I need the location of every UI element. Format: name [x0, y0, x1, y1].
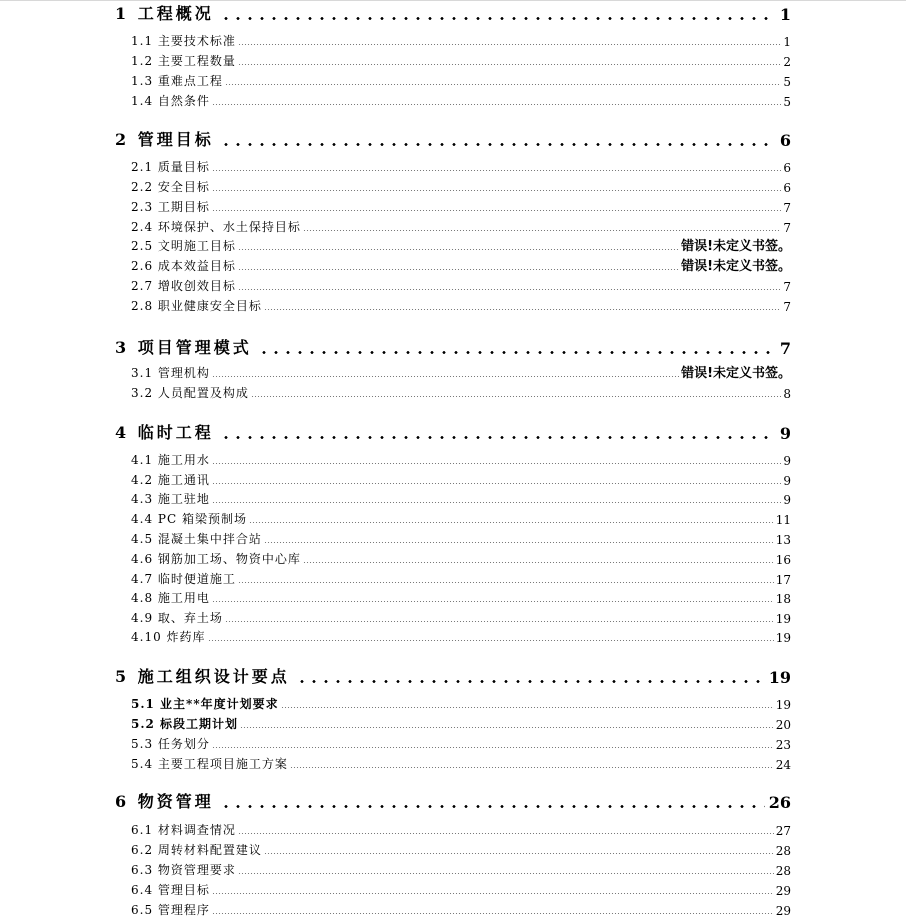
- dot-leader: [238, 269, 679, 270]
- toc-entry-title: 6.2 周转材料配置建议: [131, 843, 262, 857]
- dot-leader: [251, 396, 781, 397]
- dot-leader: [290, 767, 774, 768]
- toc-section[interactable]: [131, 735, 791, 752]
- dot-leader: [238, 582, 774, 583]
- toc-chapter[interactable]: [115, 128, 791, 150]
- toc-bookmark-error: 错误!未定义书签。: [681, 366, 791, 381]
- toc-entry-title: 3.2 人员配置及构成: [131, 386, 249, 400]
- toc-entry-title: 3 项目管理模式: [115, 338, 252, 357]
- toc-page-number: 7: [783, 300, 791, 314]
- toc-entry-title: 2.2 安全目标: [131, 180, 210, 194]
- toc-entry-title: 6.3 物资管理要求: [131, 863, 236, 877]
- toc-section[interactable]: [131, 178, 791, 195]
- dot-leader: [238, 64, 781, 65]
- toc-page-number: 28: [775, 864, 791, 878]
- toc-bookmark-error: 错误!未定义书签。: [681, 259, 791, 274]
- toc-page-number: 5: [783, 95, 791, 109]
- dot-leader: [212, 601, 774, 602]
- dot-leader: [238, 44, 781, 45]
- dot-leader: [212, 913, 774, 914]
- toc-page-number: 7: [779, 339, 791, 358]
- toc-entry-title: 6.4 管理目标: [131, 883, 210, 897]
- toc-section[interactable]: [131, 695, 791, 712]
- toc-page-number: 9: [783, 493, 791, 507]
- toc-page-number: 20: [775, 718, 791, 732]
- toc-section[interactable]: [131, 530, 791, 547]
- toc-section[interactable]: [131, 32, 791, 49]
- toc-section[interactable]: [131, 471, 791, 488]
- toc-chapter[interactable]: [115, 790, 791, 812]
- toc-page-number: 24: [775, 758, 791, 772]
- dot-leader: [212, 893, 774, 894]
- toc-page-number: 18: [775, 592, 791, 606]
- toc-page-number: 9: [783, 454, 791, 468]
- dot-leader: [225, 84, 781, 85]
- dot-leader: [220, 17, 776, 20]
- toc-section[interactable]: [131, 570, 791, 587]
- toc-entry-title: 2.7 增收创效目标: [131, 279, 236, 293]
- toc-page-number: 2: [783, 55, 791, 69]
- toc-section[interactable]: [131, 277, 791, 294]
- dot-leader: [249, 522, 774, 523]
- toc-section[interactable]: [131, 755, 791, 772]
- toc-entry-title: 3.1 管理机构: [131, 366, 210, 380]
- toc-entry-title: 2.5 文明施工目标: [131, 239, 236, 253]
- toc-section[interactable]: [131, 510, 791, 527]
- toc-section[interactable]: [131, 901, 791, 918]
- dot-leader: [238, 249, 679, 250]
- toc-entry-title: 6.5 管理程序: [131, 903, 210, 917]
- dot-leader: [212, 502, 781, 503]
- dot-leader: [264, 542, 774, 543]
- toc-entry-title: 1.3 重难点工程: [131, 74, 223, 88]
- toc-page-number: 19: [775, 631, 791, 645]
- toc-section[interactable]: [131, 715, 791, 732]
- toc-entry-title: 2.4 环境保护、水土保持目标: [131, 220, 301, 234]
- dot-leader: [238, 289, 781, 290]
- toc-entry-title: 5.2 标段工期计划: [131, 717, 239, 731]
- toc-page-number: 27: [775, 824, 791, 838]
- toc-section[interactable]: [131, 589, 791, 606]
- toc-chapter[interactable]: [115, 2, 791, 24]
- toc-entry-title: 1.4 自然条件: [131, 94, 210, 108]
- dot-leader: [281, 707, 774, 708]
- toc-entry-title: 4.4 PC 箱梁预制场: [131, 512, 247, 526]
- toc-section[interactable]: [131, 237, 791, 254]
- toc-section[interactable]: [131, 218, 791, 235]
- toc-page-number: 19: [775, 698, 791, 712]
- dot-leader: [264, 309, 781, 310]
- toc-entry-title: 5.4 主要工程项目施工方案: [131, 757, 288, 771]
- toc-page-number: 16: [775, 553, 791, 567]
- dot-leader: [296, 680, 765, 683]
- toc-bookmark-error: 错误!未定义书签。: [681, 239, 791, 254]
- toc-section[interactable]: [131, 158, 791, 175]
- toc-entry-title: 6.1 材料调查情况: [131, 823, 236, 837]
- toc-page-number: 23: [775, 738, 791, 752]
- toc-section[interactable]: [131, 821, 791, 838]
- toc-entry-title: 4.8 施工用电: [131, 591, 210, 605]
- toc-page-number: 28: [775, 844, 791, 858]
- toc-section[interactable]: [131, 364, 791, 381]
- toc-page-number: 6: [779, 131, 791, 150]
- toc-page-number: 5: [783, 75, 791, 89]
- toc-entry-title: 4.2 施工通讯: [131, 473, 210, 487]
- dot-leader: [220, 143, 776, 146]
- toc-entry-title: 5.3 任务划分: [131, 737, 210, 751]
- toc-entry-title: 4.3 施工驻地: [131, 492, 210, 506]
- toc-entry-title: 1.2 主要工程数量: [131, 54, 236, 68]
- toc-entry-title: 4 临时工程: [115, 423, 214, 442]
- toc-entry-title: 5 施工组织设计要点: [115, 667, 290, 686]
- toc-entry-title: 4.1 施工用水: [131, 453, 210, 467]
- dot-leader: [238, 873, 774, 874]
- toc-page-number: 19: [768, 668, 791, 687]
- toc-page-number: 7: [783, 221, 791, 235]
- toc-section[interactable]: [131, 257, 791, 274]
- toc-entry-title: 2 管理目标: [115, 130, 214, 149]
- toc-entry-title: 1 工程概况: [115, 4, 214, 23]
- dot-leader: [240, 727, 774, 728]
- toc-section[interactable]: [131, 628, 791, 645]
- toc-page-number: 17: [775, 573, 791, 587]
- dot-leader: [238, 833, 774, 834]
- dot-leader: [225, 621, 774, 622]
- toc-section[interactable]: [131, 92, 791, 109]
- toc-entry-title: 4.10 炸药库: [131, 630, 206, 644]
- toc-section[interactable]: [131, 297, 791, 314]
- dot-leader: [212, 376, 679, 377]
- toc-page-number: 9: [779, 424, 791, 443]
- dot-leader: [212, 190, 781, 191]
- toc-entry-title: 4.6 钢筋加工场、物资中心库: [131, 552, 301, 566]
- toc-page-number: 1: [783, 35, 791, 49]
- toc-chapter[interactable]: [115, 665, 791, 687]
- toc-section[interactable]: [131, 609, 791, 626]
- toc-section[interactable]: [131, 490, 791, 507]
- dot-leader: [212, 104, 781, 105]
- toc-section[interactable]: [131, 72, 791, 89]
- dot-leader: [208, 640, 774, 641]
- toc-section[interactable]: [131, 52, 791, 69]
- toc-section[interactable]: [131, 881, 791, 898]
- toc-entry-title: 4.5 混凝土集中拌合站: [131, 532, 262, 546]
- dot-leader: [258, 351, 776, 354]
- toc-page-number: 7: [783, 280, 791, 294]
- toc-section[interactable]: [131, 550, 791, 567]
- toc-entry-title: 2.1 质量目标: [131, 160, 210, 174]
- dot-leader: [212, 210, 781, 211]
- toc-section[interactable]: [131, 451, 791, 468]
- toc-section[interactable]: [131, 841, 791, 858]
- toc-page-number: 7: [783, 201, 791, 215]
- toc-entry-title: 2.8 职业健康安全目标: [131, 299, 262, 313]
- toc-page-number: 29: [775, 884, 791, 898]
- toc-page-number: 13: [775, 533, 791, 547]
- toc-chapter[interactable]: [115, 336, 791, 358]
- dot-leader: [220, 436, 776, 439]
- toc-entry-title: 4.7 临时便道施工: [131, 572, 236, 586]
- dot-leader: [303, 230, 781, 231]
- dot-leader: [212, 463, 781, 464]
- toc-entry-title: 5.1 业主**年度计划要求: [131, 697, 279, 711]
- toc-entry-title: 2.3 工期目标: [131, 200, 210, 214]
- dot-leader: [212, 170, 781, 171]
- dot-leader: [264, 853, 774, 854]
- toc-page-number: 19: [775, 612, 791, 626]
- toc-page-number: 11: [775, 513, 791, 527]
- toc-page-number: 1: [779, 5, 791, 24]
- toc-section[interactable]: [131, 198, 791, 215]
- dot-leader: [212, 747, 774, 748]
- toc-entry-title: 1.1 主要技术标准: [131, 34, 236, 48]
- toc-entry-title: 2.6 成本效益目标: [131, 259, 236, 273]
- toc-page-number: 6: [783, 161, 791, 175]
- toc-entry-title: 4.9 取、弃土场: [131, 611, 223, 625]
- toc-page-number: 26: [768, 793, 791, 812]
- dot-leader: [220, 805, 765, 808]
- toc-page-number: 9: [783, 474, 791, 488]
- toc-page-number: 6: [783, 181, 791, 195]
- toc-section[interactable]: [131, 861, 791, 878]
- toc-page-number: 29: [775, 904, 791, 918]
- toc-page-number: 8: [783, 387, 791, 401]
- dot-leader: [303, 562, 774, 563]
- dot-leader: [212, 483, 781, 484]
- toc-chapter[interactable]: [115, 421, 791, 443]
- toc-entry-title: 6 物资管理: [115, 792, 214, 811]
- toc-section[interactable]: [131, 384, 791, 401]
